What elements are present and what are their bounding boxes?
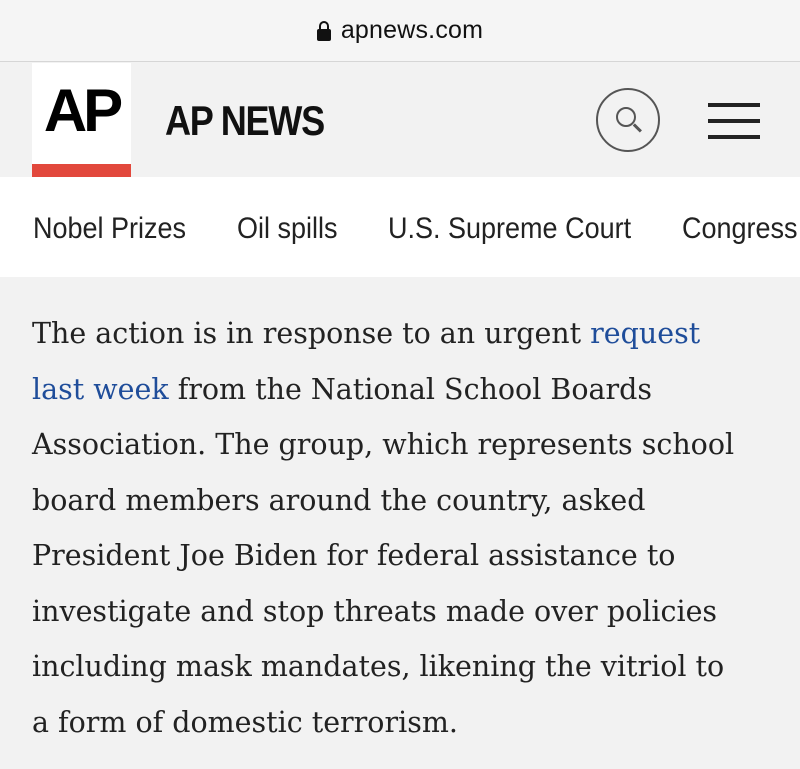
ap-logo[interactable] — [32, 63, 131, 177]
search-button[interactable] — [596, 88, 660, 152]
last-week-link[interactable]: last week — [32, 372, 169, 406]
hamburger-menu-icon[interactable] — [708, 103, 760, 139]
search-icon — [616, 107, 642, 133]
brand-title[interactable]: AP NEWS — [165, 97, 324, 144]
topic-nobel-prizes[interactable]: Nobel Prizes — [33, 212, 187, 245]
article-line: a form of domestic terrorism. — [32, 705, 458, 739]
article-body — [32, 306, 772, 750]
article-line: President Joe Biden for federal assistance to — [32, 539, 676, 572]
lock-icon — [317, 21, 331, 41]
topic-us-supreme-court[interactable]: U.S. Supreme Court — [388, 212, 632, 245]
article-line: board members around the country, asked — [32, 483, 646, 517]
url-text[interactable]: apnews.com — [340, 16, 484, 44]
url-display[interactable] — [317, 16, 483, 45]
request-link[interactable]: request — [590, 317, 701, 350]
article-line: Association. The group, which represents school — [32, 428, 735, 461]
article-line: last week from the National School Boards — [32, 372, 652, 406]
site-header — [0, 63, 800, 177]
topic-congress[interactable]: Congress — [682, 212, 798, 245]
ap-logo-bar — [32, 164, 131, 177]
browser-url-bar[interactable] — [0, 0, 800, 62]
article-line: The action is in response to an urgent request — [32, 317, 701, 350]
topic-nav — [0, 177, 800, 277]
article-line: including mask mandates, likening the vitriol to — [32, 650, 725, 683]
ap-logo-text: AP — [43, 77, 120, 144]
topic-oil-spills[interactable]: Oil spills — [237, 212, 338, 245]
article-line: investigate and stop threats made over policies — [32, 594, 718, 628]
